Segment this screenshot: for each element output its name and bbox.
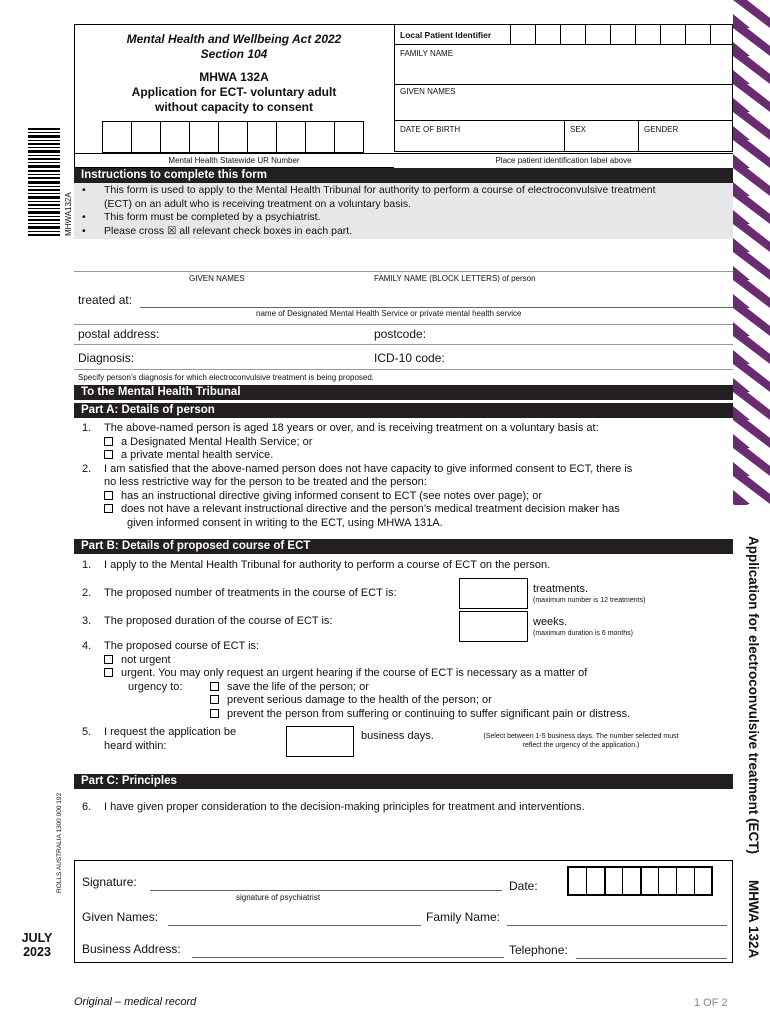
option-not-urgent[interactable]: not urgent [82,654,732,668]
icd-code-label: ICD-10 code: [374,351,445,365]
part-c-heading: Part C: Principles [74,774,733,789]
date-label: Date: [509,879,538,893]
part-a-item-2: 2. I am satisfied that the above-named person does not have capacity to give informed consent to ECT, there is [82,462,633,475]
purple-stripe-band [733,0,770,505]
date-field[interactable] [567,866,713,896]
part-a-option-directive[interactable]: has an instructional directive giving informed consent to ECT (see notes over page); or [82,490,732,504]
edition-month: JULY [21,931,53,945]
part-c-item-6: 6. I have given proper consideration to the decision-making principles for treatment and interventions. [82,801,585,813]
part-a-option-private[interactable]: a private mental health service. [82,449,732,463]
business-days-note-1: (Select between 1-5 business days. The number selected must [483,733,679,740]
given-names-sig-label: Given Names: [82,910,159,924]
part-b-item-5-cont: heard within: [104,739,167,752]
given-names-sig-field[interactable] [168,925,421,926]
part-b-item-3: 3. The proposed duration of the course of ECT is: [82,615,333,627]
label-hint: Place patient identification label above [495,156,632,165]
ur-number-label: Mental Health Statewide UR Number [168,156,300,165]
patient-id-cells[interactable] [510,24,733,45]
postal-address-label: postal address: [78,327,160,341]
form-title-line2: without capacity to consent [154,100,313,114]
part-a-item-1: 1. The above-named person is aged 18 years or over, and is receiving treatment on a voluntary basis at: [82,422,599,434]
part-a-heading: Part A: Details of person [74,403,733,418]
person-name-field[interactable] [74,244,733,272]
instructions-heading: Instructions to complete this form [74,168,733,183]
weeks-unit: weeks. [533,616,568,628]
family-name-sig-field[interactable] [507,925,727,926]
treated-at-label: treated at: [78,293,133,307]
vertical-form-code: MHWA 132A [746,880,761,959]
telephone-field[interactable] [576,958,727,959]
part-a-option-no-directive[interactable]: does not have a relevant instructional directive and the person’s medical treatment decision maker has [82,503,732,517]
given-names-label: GIVEN NAMES [400,87,456,96]
signature-hint: signature of psychiatrist [236,893,321,902]
signature-label: Signature: [82,875,137,889]
barcode-text: MHWA132A [64,192,73,236]
person-family-name-label: FAMILY NAME (BLOCK LETTERS) of person [374,274,536,283]
business-address-field[interactable] [192,957,504,958]
business-days-input[interactable] [286,726,354,757]
form-code: MHWA 132A [199,70,269,84]
instruction-1b: (ECT) on an adult who is receiving treatment on a voluntary basis. [104,197,411,210]
treatments-unit: treatments. [533,583,589,595]
family-name-sig-label: Family Name: [426,910,501,924]
business-days-unit: business days. [361,730,434,742]
treated-at-hint: name of Designated Mental Health Service or private mental health service [256,309,522,318]
part-a-item-2-cont: no less restrictive way for the person to be treated and the person: [104,476,427,488]
page-number: 1 OF 2 [694,997,728,1009]
tribunal-heading: To the Mental Health Tribunal [74,385,733,400]
instruction-3: • Please cross ☒ all relevant check boxes in each part. [82,224,353,237]
duration-weeks-input[interactable] [459,611,528,642]
option-urgent[interactable]: urgent. You may only request an urgent hearing if the course of ECT is necessary as a matter of [82,667,732,681]
treated-at-field[interactable] [140,307,733,308]
diagnosis-hint: Specify person’s diagnosis for which electroconvulsive treatment is being proposed. [78,373,375,382]
sex-label: SEX [570,125,587,134]
urgency-sub-3[interactable]: prevent the person from suffering or continuing to suffer significant pain or distress. [82,708,732,722]
vertical-form-title: Application for electroconvulsive treatment (ECT) [746,536,761,855]
rolls-print-text: ROLLS AUSTRALIA 1300 000 192 [56,792,63,893]
signature-field[interactable] [150,890,502,891]
gender-label: GENDER [644,125,679,134]
form-title-line1: Application for ECT- voluntary adult [131,85,337,99]
treatments-count-input[interactable] [459,578,528,609]
part-a-option-dmhs[interactable]: a Designated Mental Health Service; or [82,436,732,450]
postcode-label: postcode: [374,327,427,341]
dob-label: DATE OF BIRTH [400,125,461,134]
ur-number-field[interactable] [102,121,364,153]
part-b-heading: Part B: Details of proposed course of ECT [74,539,733,554]
urgency-sub-2[interactable]: prevent serious damage to the health of the person; or [82,694,732,708]
part-b-item-5: 5. I request the application be [82,726,237,738]
business-address-label: Business Address: [82,942,181,956]
part-b-item-1: 1. I apply to the Mental Health Tribunal for authority to perform a course of ECT on the person. [82,559,551,571]
instruction-1: • This form is used to apply to the Mental Health Tribunal for authority to perform a course of electroconvulsive treatment [82,184,656,196]
part-a-option-no-directive-cont: given informed consent in writing to the ECT, using MHWA 131A. [127,516,443,529]
urgency-sub-1[interactable]: urgency to: save the life of the person; or [128,680,369,693]
family-name-label: FAMILY NAME [400,49,454,58]
footer-copy-note: Original – medical record [74,996,197,1008]
instruction-2: • This form must be completed by a psychiatrist. [82,211,321,223]
telephone-label: Telephone: [509,943,568,957]
act-section: Section 104 [200,47,268,61]
part-b-item-2: 2. The proposed number of treatments in the course of ECT is: [82,587,397,599]
person-given-names-label: GIVEN NAMES [189,274,245,283]
diagnosis-label: Diagnosis: [78,351,135,365]
edition-year: 2023 [23,945,51,959]
barcode [28,128,60,236]
business-days-note-2: reflect the urgency of the application.) [522,742,640,749]
part-b-item-4: 4. The proposed course of ECT is: [82,640,260,652]
weeks-note: (maximum duration is 6 months) [533,630,633,637]
act-name: Mental Health and Wellbeing Act 2022 [126,32,342,46]
patient-id-label: Local Patient Identifier [400,30,492,40]
treatments-note: (maximum number is 12 treatments) [533,597,646,604]
stripe-graphic [733,0,770,505]
